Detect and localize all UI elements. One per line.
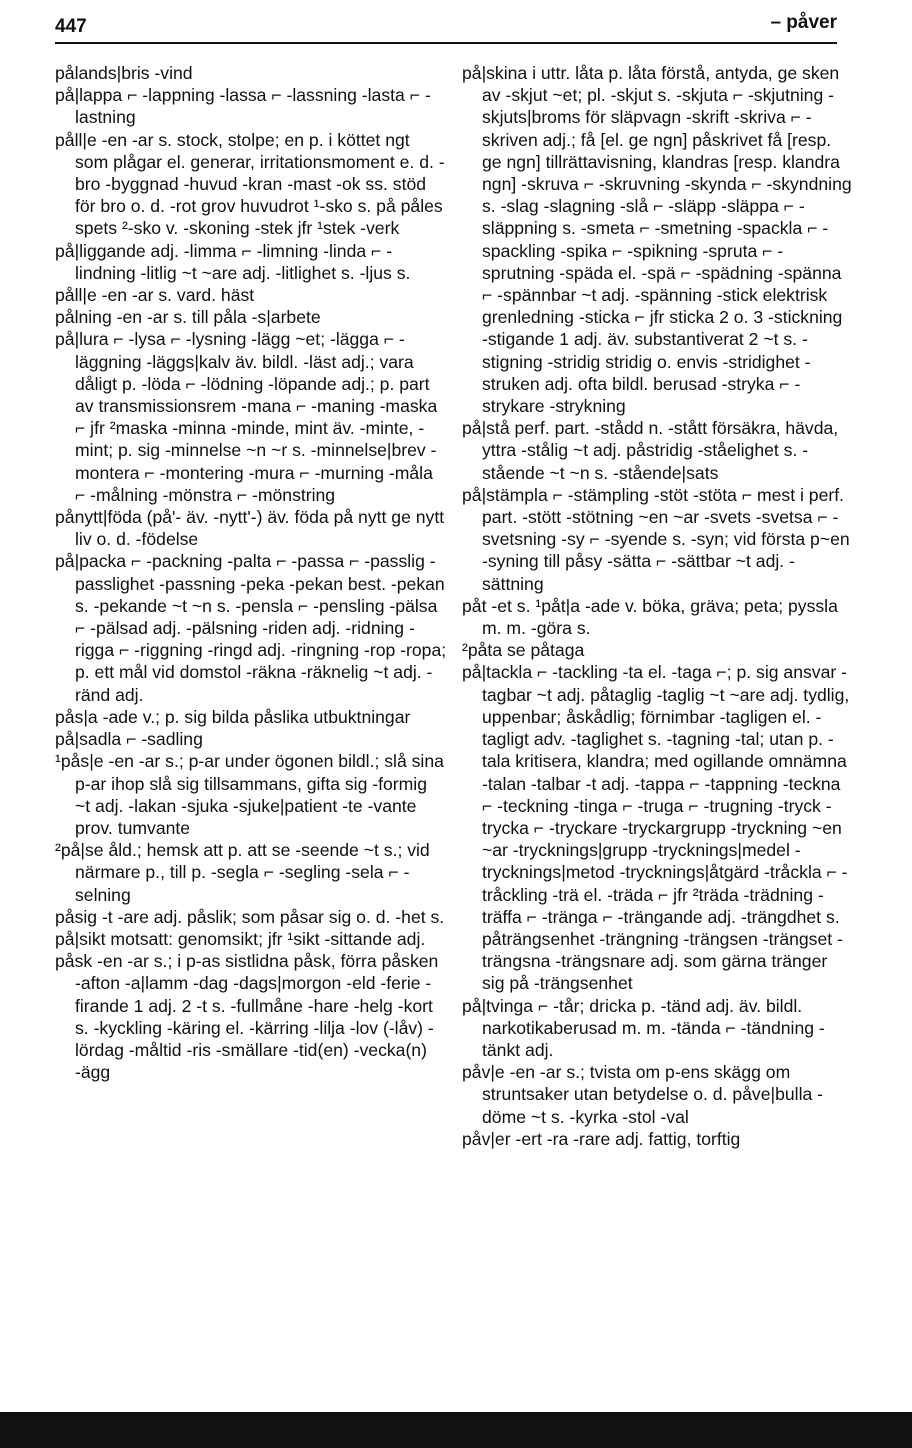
dictionary-entry: på|tvinga ⌐ -tår; dricka p. -tänd adj. äv. bildl. narkotikaberusad m. m. -tända ⌐ -tändning -tänkt adj. [462, 995, 825, 1060]
page-header [55, 8, 837, 44]
left-column [55, 62, 447, 1083]
scan-bottom-edge [0, 1412, 912, 1448]
dictionary-entry: påt -et s. ¹påt|a -ade v. böka, gräva; peta; pyssla m. m. -göra s. [462, 595, 838, 639]
dictionary-entry: på|liggande adj. -limma ⌐ -limning -linda ⌐ -lindning -litlig ~t ~are adj. -litlighet s. -ljus s. [55, 240, 411, 283]
dictionary-entry: på|lura ⌐ -lysa ⌐ -lysning -lägg ~et; -lägga ⌐ -läggning -läggs|kalv äv. bildl. -läst adj.; vara dåligt p. -löda ⌐ -lödning -löpande adj.; p. part av transmissionsrem -mana ⌐ -maning -maska ⌐ jfr ²maska -minna -minde, mint äv. -minte, -mint; p. sig -minnelse ~n ~r s. -minnelse|brev -montera ⌐ -montering -mura ⌐ -murning -måla ⌐ -målning -mönstra ⌐ -mönstring [55, 329, 438, 505]
dictionary-entry: ²på|se åld.; hemsk att p. att se -seende ~t s.; vid närmare p., till p. -segla ⌐ -segling -sela ⌐ -selning [55, 840, 430, 905]
dictionary-entry: ¹pås|e -en -ar s.; p-ar under ögonen bildl.; slå sina p-ar ihop slå sig tillsammans, gifta sig -formig ~t adj. -lakan -sjuka -sjuke|patient -te -vante prov. tumvante [55, 751, 444, 838]
right-column [462, 62, 852, 1150]
dictionary-entry: påsk -en -ar s.; i p-as sistlidna påsk, förra påsken -afton -a|lamm -dag -dags|morgon -eld -ferie -firande 1 adj. 2 -t s. -fullmåne -hare -helg -kort s. -kyckling -käring el. -kärring -lilja -lov (-låv) -lördag -måltid -ris -smällare -tid(en) -vecka(n) -ägg [55, 951, 439, 1083]
dictionary-entry: pålands|bris -vind [55, 63, 193, 83]
dictionary-entry: pås|a -ade v.; p. sig bilda påslika utbuktningar [55, 706, 411, 727]
dictionary-entry: påll|e -en -ar s. vard. häst [55, 285, 255, 306]
dictionary-entry: på|lappa ⌐ -lappning -lassa ⌐ -lassning -lasta ⌐ -lastning [55, 85, 431, 128]
dictionary-entry: pånytt|föda (på'- äv. -nytt'-) äv. föda på nytt ge nytt liv o. d. -födelse [55, 507, 445, 550]
dictionary-entry: på|sikt motsatt: genomsikt; jfr ¹sikt -sittande adj. [55, 928, 426, 949]
dictionary-entry: på|stå perf. part. -stådd n. -stått försäkra, hävda, yttra -stålig ~t adj. påstridig -ståelighet s. -stående ~t ~n s. -stående|sats [462, 418, 839, 483]
dictionary-entry: på|skina i uttr. låta p. låta förstå, antyda, ge sken av -skjut ~et; pl. -skjut s. -skjuta ⌐ -skjutning -skjuts|broms för släpvagn -skrift -skriva ⌐ -skriven adj.; få [el. ge ngn] påskrivet få [resp. ge ngn] tillrättavisning, klandras [resp. klandra ngn] -skruva ⌐ -skruvning -skynda ⌐ -skyndning s. -slag -slagning -slå ⌐ -släpp -släppa ⌐ -släppning s. -smeta ⌐ -smetning -spackla ⌐ -spackling -spika ⌐ -spikning -spruta ⌐ -sprutning -späda el. -spä ⌐ -spädning -spänna ⌐ -spännbar ~t adj. -spänning -stick elektrisk grenledning -sticka ⌐ jfr sticka 2 o. 3 -stickning -stigande 1 adj. äv. substantiverat 2 ~t s. -stigning -stridig stridig o. envis -stridighet -struken adj. ofta bildl. berusad -stryka ⌐ -strykare -strykning [462, 63, 852, 417]
dictionary-entry: påv|er -ert -ra -rare adj. fattig, torftig [462, 1128, 741, 1149]
dictionary-entry: påsig -t -are adj. påslik; som påsar sig o. d. -het s. [55, 906, 445, 927]
dictionary-entry: på|stämpla ⌐ -stämpling -stöt -stöta ⌐ mest i perf. part. -stött -stötning ~en ~ar -svets -svetsa ⌐ -svetsning -sy ⌐ -syende s. -syn; vid första p~en -syning till påsy -sätta ⌐ -sättbar ~t adj. -sättning [462, 484, 850, 594]
page-number: 447 [55, 16, 87, 37]
dictionary-entry: pålning -en -ar s. till påla -s|arbete [55, 307, 321, 328]
dictionary-entry: ²påta se påtaga [462, 640, 585, 661]
dictionary-entry: på|packa ⌐ -packning -palta ⌐ -passa ⌐ -passlig -passlighet -passning -peka -pekan best. -pekan s. -pekande ~t ~n s. -pensla ⌐ -pensling -pälsa ⌐ -pälsad adj. -pälsning -riden adj. -ridning -rigga ⌐ -riggning -ringd adj. -ringning -rop -ropa; p. ett mål vid domstol -räkna -räknelig ~t adj. -ränd adj. [55, 551, 447, 705]
running-head: – påver [770, 12, 837, 33]
dictionary-entry: på|sadla ⌐ -sadling [55, 729, 203, 750]
dictionary-entry: på|tackla ⌐ -tackling -ta el. -taga ⌐; p. sig ansvar -tagbar ~t adj. påtaglig -taglig ~t ~are adj. tydlig, uppenbar; åskådlig; förnimbar -tagligen el. -tagligt adv. -taglighet s. -tagning -tal; utan p. -tala kritisera, klandra; med ogillande omnämna -talan -talbar -t adj. -tappa ⌐ -tappning -teckna ⌐ -teckning -tinga ⌐ -truga ⌐ -trugning -tryck -trycka ⌐ -tryckare -tryckargrupp -tryckning ~en ~ar -trycknings|grupp -trycknings|medel -trycknings|metod -trycknings|åtgärd -tråckla ⌐ -tråckling -trä el. -träda ⌐ jfr ²träda -trädning -träffa ⌐ -tränga ⌐ -trängande adj. -trängdhet s. påträngsenhet -trängning -trängsen -trängset -trängsna -trängsnare adj. som gärna tränger sig på -trängsenhet [462, 662, 850, 994]
dictionary-entry: påv|e -en -ar s.; tvista om p-ens skägg om struntsaker utan betydelse o. d. påve|bulla -döme ~t s. -kyrka -stol -val [462, 1062, 824, 1127]
dictionary-entry: påll|e -en -ar s. stock, stolpe; en p. i köttet ngt som plågar el. generar, irritationsmoment e. d. -bro -byggnad -huvud -kran -mast -ok ss. stöd för bro o. d. -rot grov huvudrot ¹-sko s. på påles spets ²-sko v. -skoning -stek jfr ¹stek -verk [55, 129, 445, 239]
